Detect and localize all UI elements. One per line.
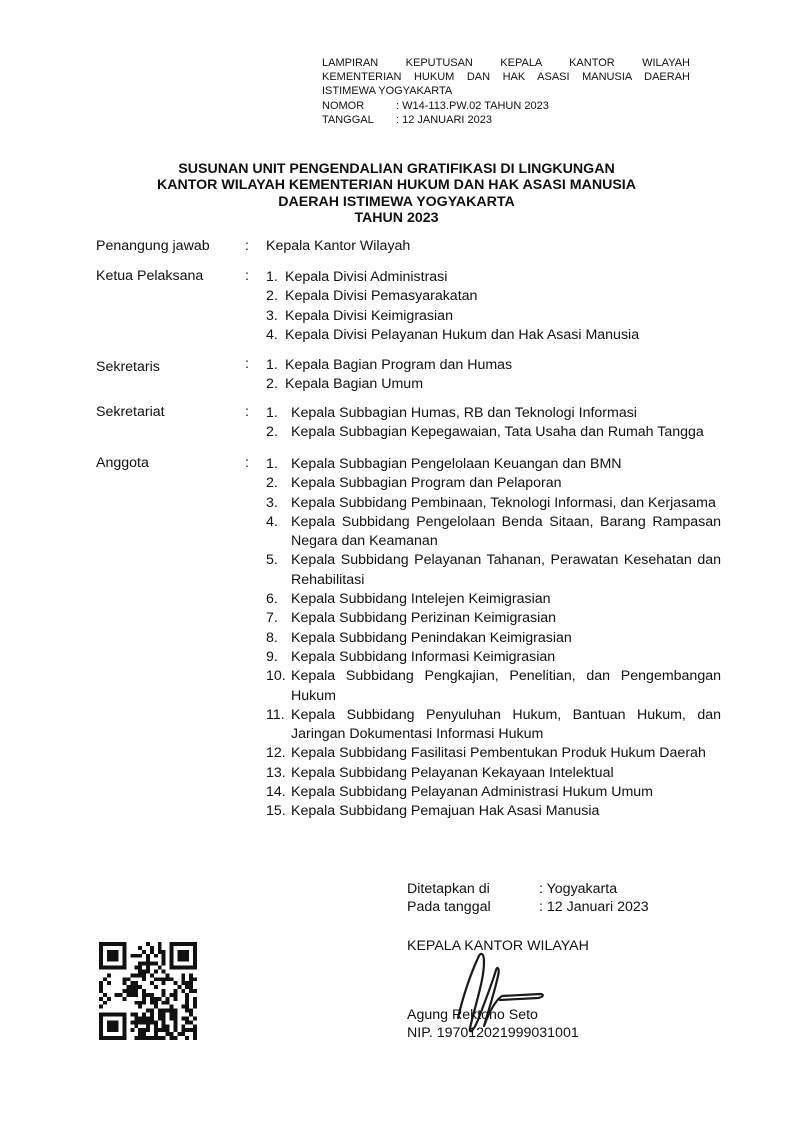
- qr-code: [99, 942, 197, 1040]
- sekretaris-colon: :: [245, 356, 249, 372]
- list-item: [266, 404, 721, 423]
- list-item-text: Kepala Subbidang Pengkajian, Penelitian, dan Pengembangan Hukum: [291, 668, 721, 704]
- signature-place-date: [407, 880, 649, 916]
- list-item-text: Kepala Subbidang Penindakan Keimigrasian: [291, 629, 572, 646]
- list-item-number: 4.: [266, 326, 278, 343]
- list-item: [266, 513, 721, 552]
- list-item-number: 10.: [266, 668, 286, 685]
- title-line-2: KANTOR WILAYAH KEMENTERIAN HUKUM DAN HAK ASASI MANUSIA: [157, 177, 636, 194]
- list-item-number: 8.: [266, 629, 278, 646]
- list-item-number: 15.: [266, 803, 286, 820]
- signer-position: KEPALA KANTOR WILAYAH: [407, 938, 589, 954]
- list-item-number: 7.: [266, 610, 278, 627]
- list-item-number: 2.: [266, 424, 278, 441]
- title-line-4: TAHUN 2023: [354, 209, 439, 226]
- signer-name: Agung Rektono Seto: [407, 1007, 538, 1023]
- list-item-number: 2.: [266, 475, 278, 492]
- list-item: [266, 423, 721, 442]
- anggota-list: [266, 455, 721, 822]
- list-item-number: 9.: [266, 648, 278, 665]
- list-item-text: Kepala Subbidang Fasilitasi Pembentukan Produk Hukum Daerah: [291, 745, 706, 762]
- nomor-label: NOMOR: [322, 99, 365, 112]
- place-label: Ditetapkan di: [407, 881, 490, 897]
- list-item: [266, 744, 721, 763]
- sekretariat-list: [266, 404, 721, 443]
- list-item-text: Kepala Divisi Keimigrasian: [285, 307, 453, 324]
- list-item: [266, 783, 721, 802]
- list-item-number: 1.: [266, 456, 278, 472]
- list-item: [266, 268, 721, 287]
- ketua-label: Ketua Pelaksana: [96, 268, 204, 284]
- date-row: [407, 898, 649, 916]
- list-item-number: 4.: [266, 513, 278, 530]
- list-item-text: Kepala Bagian Umum: [285, 376, 424, 393]
- date-value: : 12 Januari 2023: [539, 899, 649, 915]
- list-item-number: 13.: [266, 764, 286, 781]
- list-item-number: 5.: [266, 552, 278, 569]
- list-item-number: 1.: [266, 269, 278, 285]
- sekretariat-colon: :: [245, 404, 249, 420]
- list-item-number: 6.: [266, 591, 278, 608]
- list-item-text: Kepala Divisi Administrasi: [285, 269, 448, 285]
- list-item: [266, 764, 721, 783]
- penanggung-value: Kepala Kantor Wilayah: [266, 238, 411, 254]
- list-item-number: 2.: [266, 288, 278, 305]
- list-item-text: Kepala Subbidang Pemajuan Hak Asasi Manusia: [291, 803, 600, 820]
- list-item-text: Kepala Subbagian Humas, RB dan Teknologi Informasi: [291, 405, 637, 421]
- lampiran-nomor: [322, 99, 690, 113]
- list-item: [266, 629, 721, 648]
- list-item-text: Kepala Subbidang Informasi Keimigrasian: [291, 648, 556, 665]
- list-item: [266, 455, 721, 474]
- list-item-number: 11.: [266, 706, 285, 723]
- list-item-number: 2.: [266, 376, 278, 393]
- place-row: [407, 880, 649, 898]
- list-item: [266, 802, 721, 821]
- lampiran-line-2: KEMENTERIAN HUKUM DAN HAK ASASI MANUSIA DAERAH: [322, 71, 690, 84]
- title-line-1: SUSUNAN UNIT PENGENDALIAN GRATIFIKASI DI LINGKUNGAN: [178, 161, 615, 177]
- lampiran-line-3: ISTIMEWA YOGYAKARTA: [322, 85, 453, 98]
- list-item-text: Kepala Bagian Program dan Humas: [285, 357, 513, 373]
- list-item-text: Kepala Divisi Pemasyarakatan: [285, 288, 478, 305]
- tanggal-label: TANGGAL: [322, 113, 374, 126]
- list-item-text: Kepala Subbidang Pembinaan, Teknologi Informasi, dan Kerjasama: [291, 494, 716, 511]
- list-item: [266, 706, 721, 745]
- sekretariat-label: Sekretariat: [96, 404, 165, 420]
- list-item: [266, 474, 721, 493]
- document-title: [0, 161, 793, 226]
- list-item-number: 3.: [266, 307, 278, 324]
- lampiran-tanggal: [322, 113, 690, 127]
- list-item-text: Kepala Divisi Pelayanan Hukum dan Hak Asasi Manusia: [285, 326, 640, 343]
- list-item-text: Kepala Subbidang Pelayanan Tahanan, Perawatan Kesehatan dan Rehabilitasi: [291, 552, 721, 588]
- list-item: [266, 326, 721, 345]
- list-item-number: 1.: [266, 357, 278, 373]
- penanggung-label: Penangung jawab: [96, 238, 210, 254]
- ketua-colon: :: [245, 268, 249, 284]
- list-item: [266, 590, 721, 609]
- list-item: [266, 648, 721, 667]
- list-item-number: 12.: [266, 745, 286, 762]
- anggota-label: Anggota: [96, 455, 149, 471]
- list-item-text: Kepala Subbagian Program dan Pelaporan: [291, 475, 562, 492]
- penanggung-colon: :: [245, 238, 249, 254]
- list-item-text: Kepala Subbagian Kepegawaian, Tata Usaha dan Rumah Tangga: [291, 424, 704, 441]
- list-item: [266, 307, 721, 326]
- date-label: Pada tanggal: [407, 899, 491, 915]
- signer-nip: NIP. 197012021999031001: [407, 1025, 579, 1041]
- sekretaris-label: Sekretaris: [96, 359, 160, 375]
- ketua-list: [266, 268, 721, 345]
- list-item-text: Kepala Subbidang Pengelolaan Benda Sitaan, Barang Rampasan Negara dan Keamanan: [291, 513, 721, 550]
- nomor-value: : W14-113.PW.02 TAHUN 2023: [396, 99, 549, 112]
- tanggal-value: : 12 JANUARI 2023: [396, 113, 492, 126]
- list-item-number: 3.: [266, 494, 278, 511]
- list-item: [266, 356, 721, 375]
- list-item-text: Kepala Subbidang Penyuluhan Hukum, Bantuan Hukum, dan Jaringan Dokumentasi Informasi Hukum: [291, 706, 721, 743]
- list-item: [266, 551, 721, 590]
- list-item-text: Kepala Subbagian Pengelolaan Keuangan dan BMN: [291, 456, 622, 472]
- list-item: [266, 375, 721, 394]
- list-item-text: Kepala Subbidang Pelayanan Kekayaan Intelektual: [291, 764, 614, 781]
- list-item-number: 14.: [266, 784, 286, 801]
- list-item: [266, 287, 721, 306]
- lampiran-line-1: LAMPIRAN KEPUTUSAN KEPALA KANTOR WILAYAH: [322, 57, 690, 69]
- list-item-number: 1.: [266, 405, 278, 421]
- anggota-colon: :: [245, 455, 249, 471]
- title-line-3: DAERAH ISTIMEWA YOGYAKARTA: [278, 193, 515, 210]
- list-item: [266, 609, 721, 628]
- list-item: [266, 494, 721, 513]
- list-item-text: Kepala Subbidang Pelayanan Administrasi Hukum Umum: [291, 784, 653, 801]
- list-item-text: Kepala Subbidang Perizinan Keimigrasian: [291, 610, 557, 627]
- lampiran-header: [322, 56, 690, 127]
- list-item: [266, 667, 721, 706]
- sekretaris-list: [266, 356, 721, 395]
- list-item-text: Kepala Subbidang Intelejen Keimigrasian: [291, 591, 551, 608]
- place-value: : Yogyakarta: [539, 881, 618, 897]
